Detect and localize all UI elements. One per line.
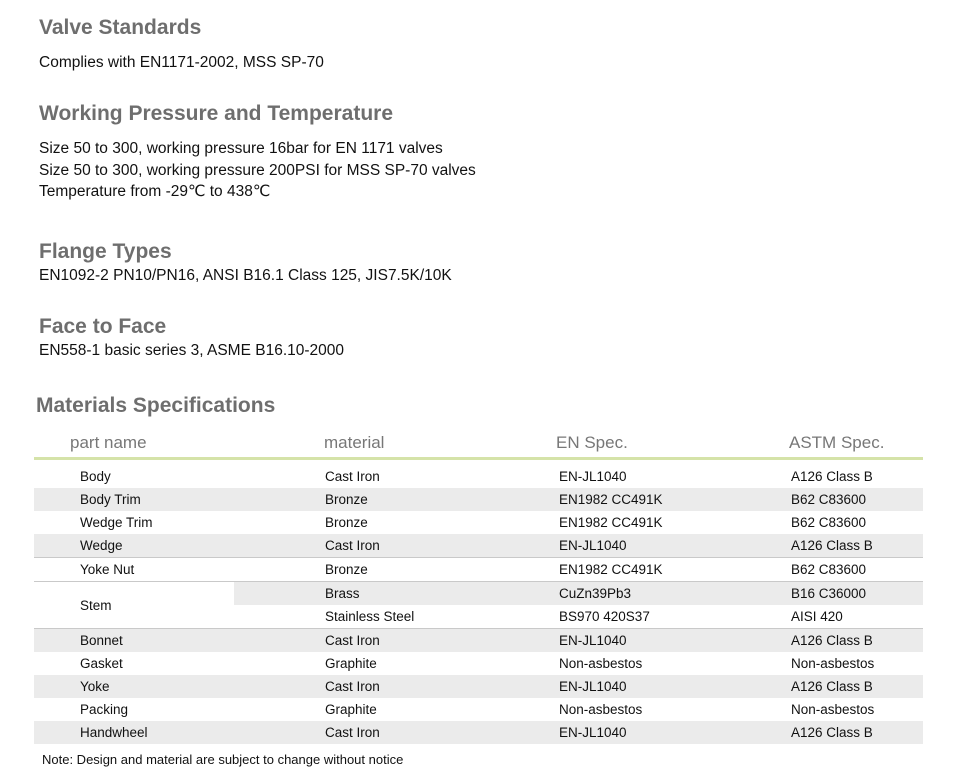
astm-spec-cell: A126 Class B bbox=[704, 534, 923, 558]
table-row bbox=[34, 675, 923, 698]
table-row bbox=[34, 465, 923, 488]
astm-spec-cell: A126 Class B bbox=[704, 629, 923, 653]
face-to-face-text: EN558-1 basic series 3, ASME B16.10-2000 bbox=[39, 342, 345, 359]
en-spec-cell: EN1982 CC491K bbox=[468, 558, 704, 582]
working-pressure-line: Size 50 to 300, working pressure 16bar for EN 1171 valves bbox=[39, 140, 443, 157]
part-name-cell: Packing bbox=[80, 702, 129, 717]
table-row bbox=[34, 652, 923, 675]
table-header-row bbox=[34, 428, 923, 459]
en-spec-cell: CuZn39Pb3 bbox=[468, 582, 704, 606]
column-header: part name bbox=[70, 432, 147, 452]
part-name-cell: Yoke bbox=[34, 675, 234, 698]
table-row bbox=[34, 488, 923, 511]
astm-spec-cell: Non-asbestos bbox=[791, 702, 875, 717]
working-pressure-title: Working Pressure and Temperature bbox=[39, 102, 393, 125]
en-spec-cell: EN1982 CC491K bbox=[559, 515, 663, 530]
material-cell: Graphite bbox=[325, 702, 377, 717]
en-spec-cell: Non-asbestos bbox=[559, 702, 643, 717]
part-name-cell: Gasket bbox=[80, 656, 123, 671]
material-cell: Brass bbox=[234, 582, 468, 606]
astm-spec-cell: A126 Class B bbox=[704, 675, 923, 698]
en-spec-cell: EN-JL1040 bbox=[468, 629, 704, 653]
material-cell: Cast Iron bbox=[325, 469, 380, 484]
table-row bbox=[34, 558, 923, 582]
astm-spec-cell: B62 C83600 bbox=[704, 488, 923, 511]
material-cell: Cast Iron bbox=[234, 534, 468, 558]
en-spec-cell: Non-asbestos bbox=[559, 656, 643, 671]
part-name-cell: Handwheel bbox=[34, 721, 234, 744]
en-spec-cell: BS970 420S37 bbox=[468, 605, 704, 629]
flange-types-text: EN1092-2 PN10/PN16, ANSI B16.1 Class 125, JIS7.5K/10K bbox=[39, 267, 452, 284]
astm-spec-cell: A126 Class B bbox=[791, 469, 873, 484]
astm-spec-cell: B16 C36000 bbox=[704, 582, 923, 606]
astm-spec-cell: AISI 420 bbox=[704, 605, 923, 629]
table-row bbox=[34, 629, 923, 653]
table-row bbox=[34, 534, 923, 558]
part-name-cell: Bonnet bbox=[34, 629, 234, 653]
table-row bbox=[34, 582, 923, 606]
astm-spec-cell: B62 C83600 bbox=[704, 558, 923, 582]
material-cell: Bronze bbox=[325, 515, 368, 530]
materials-title: Materials Specifications bbox=[36, 394, 276, 417]
column-header: ASTM Spec. bbox=[789, 432, 885, 452]
flange-types-title: Flange Types bbox=[39, 240, 172, 263]
astm-spec-cell: Non-asbestos bbox=[791, 656, 875, 671]
part-name-cell: Yoke Nut bbox=[34, 558, 234, 582]
table-row bbox=[34, 698, 923, 721]
material-cell: Bronze bbox=[234, 488, 468, 511]
material-cell: Cast Iron bbox=[234, 675, 468, 698]
part-name-cell: Wedge Trim bbox=[80, 515, 153, 530]
material-cell: Bronze bbox=[234, 558, 468, 582]
table-row bbox=[34, 721, 923, 744]
material-cell: Stainless Steel bbox=[234, 605, 468, 629]
part-name-cell: Body bbox=[80, 469, 111, 484]
astm-spec-cell: B62 C83600 bbox=[791, 515, 867, 530]
astm-spec-cell: A126 Class B bbox=[704, 721, 923, 744]
en-spec-cell: EN-JL1040 bbox=[468, 721, 704, 744]
column-header: EN Spec. bbox=[556, 432, 628, 452]
valve-standards-title: Valve Standards bbox=[39, 16, 202, 39]
materials-table bbox=[34, 428, 923, 744]
table-row bbox=[34, 511, 923, 534]
material-cell: Cast Iron bbox=[234, 721, 468, 744]
working-pressure-line: Size 50 to 300, working pressure 200PSI for MSS SP-70 valves bbox=[39, 162, 476, 179]
part-name-cell: Stem bbox=[34, 582, 234, 629]
en-spec-cell: EN-JL1040 bbox=[559, 469, 627, 484]
en-spec-cell: EN-JL1040 bbox=[468, 534, 704, 558]
material-cell: Graphite bbox=[325, 656, 377, 671]
valve-standards-text: Complies with EN1171-2002, MSS SP-70 bbox=[39, 54, 324, 71]
part-name-cell: Wedge bbox=[34, 534, 234, 558]
face-to-face-title: Face to Face bbox=[39, 315, 167, 338]
disclaimer-note: Note: Design and material are subject to change without notice bbox=[42, 752, 404, 767]
material-cell: Cast Iron bbox=[234, 629, 468, 653]
part-name-cell: Body Trim bbox=[34, 488, 234, 511]
temperature-line: Temperature from -29℃ to 438℃ bbox=[39, 183, 271, 200]
column-header: material bbox=[324, 432, 385, 452]
en-spec-cell: EN1982 CC491K bbox=[468, 488, 704, 511]
en-spec-cell: EN-JL1040 bbox=[468, 675, 704, 698]
